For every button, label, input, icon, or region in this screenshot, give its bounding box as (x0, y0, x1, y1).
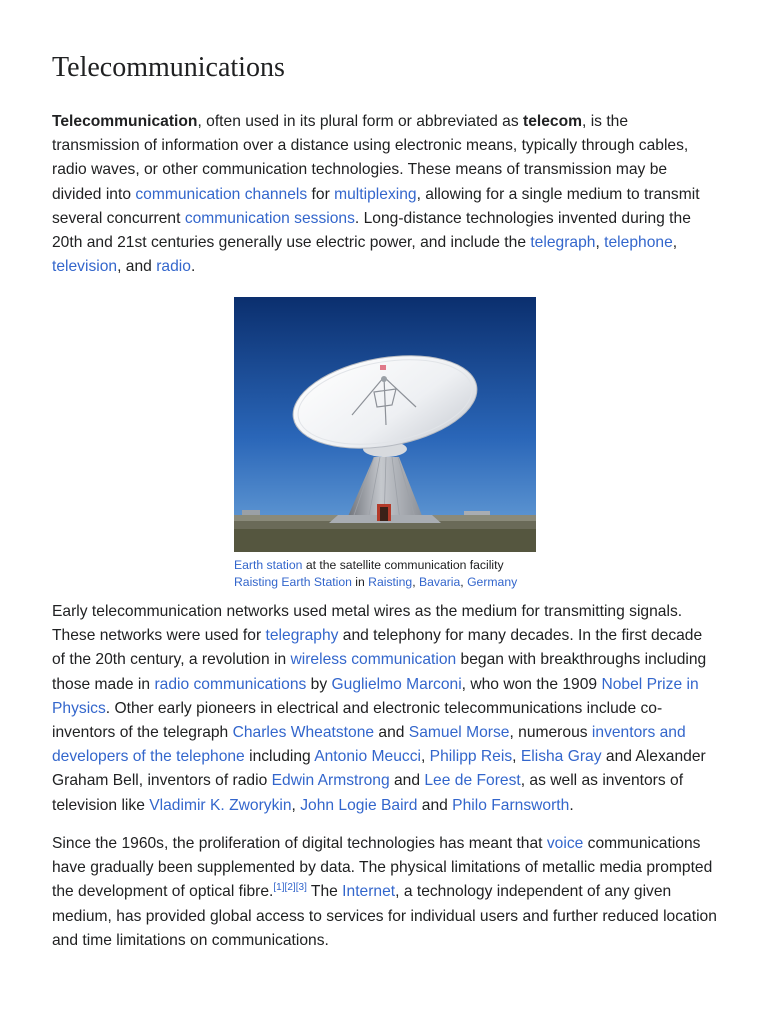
text: including (244, 748, 315, 766)
text: Since the 1960s, the proliferation of digital technologies has meant that (52, 835, 547, 852)
text: , as well as inventors of television like (52, 772, 684, 814)
intro-paragraph (52, 110, 718, 279)
earth-station-image[interactable] (234, 297, 536, 552)
text: , is the transmission of information over a distance using electronic means, typically through cables, radio waves, or other communication technologies. These means of transmission may be divided into (52, 113, 689, 203)
caption-text: in (351, 575, 369, 589)
text: Early telecommunication networks used metal wires as the medium for transmitting signals. These networks were used for (52, 603, 683, 645)
text: and (389, 772, 425, 790)
link-guglielmo-marconi[interactable]: Guglielmo Marconi (331, 675, 462, 693)
text: , often used in its plural form or abbreviated as (197, 113, 523, 130)
text: , (512, 748, 521, 766)
caption-link-germany[interactable]: Germany (467, 575, 518, 589)
text: . Long-distance technologies invented during the 20th and 21st centuries generally use electric power, and include the (52, 209, 691, 252)
text: , numerous (509, 724, 592, 742)
caption-link-raisting-earth-station[interactable]: Raisting Earth Station (234, 575, 352, 589)
caption-link-earth-station[interactable]: Earth station (234, 558, 303, 572)
link-telegraphy[interactable]: telegraphy (265, 627, 339, 645)
bold-term-telecom: telecom (523, 113, 583, 130)
link-wireless-communication[interactable]: wireless communication (290, 651, 457, 669)
page-title: Telecommunications (52, 52, 285, 83)
link-edwin-armstrong[interactable]: Edwin Armstrong (271, 772, 390, 790)
link-elisha-gray[interactable]: Elisha Gray (520, 748, 602, 766)
text: , (420, 748, 430, 766)
text: . (190, 258, 196, 276)
figure-earth-station (234, 297, 536, 591)
link-television[interactable]: television (52, 258, 118, 276)
caption-text: , (412, 575, 419, 589)
link-john-logie-baird[interactable]: John Logie Baird (300, 796, 418, 814)
text: and (417, 796, 453, 814)
text: by (306, 675, 332, 693)
caption-text: , (460, 575, 468, 589)
link-samuel-morse[interactable]: Samuel Morse (408, 724, 510, 742)
text: , a technology independent of any given medium, has provided global access to services for individual users and further reduced location and time limitations on communications. (52, 883, 717, 949)
link-lee-de-forest[interactable]: Lee de Forest (424, 772, 521, 790)
text: , who won the 1909 (461, 675, 602, 693)
link-radio[interactable]: radio (156, 258, 191, 276)
text: began with breakthroughs including those made in (52, 651, 707, 693)
reference-link-3[interactable]: [3] (295, 882, 307, 894)
reference-link-1[interactable]: [1] (273, 882, 285, 894)
link-charles-wheatstone[interactable]: Charles Wheatstone (232, 724, 375, 742)
link-antonio-meucci[interactable]: Antonio Meucci (314, 748, 421, 766)
reference-link-2[interactable]: [2] (284, 882, 296, 894)
digital-era-paragraph (52, 832, 718, 953)
link-communication-sessions[interactable]: communication sessions (184, 209, 355, 227)
reference-markers (273, 882, 306, 893)
text: communications have gradually been supplemented by data. The physical limitations of metallic media prompted the development of optical fibre. (52, 835, 713, 901)
caption-text: at the satellite communication facility (302, 558, 504, 572)
text: and telephony for many decades. In the first decade of the 20th century, a revolution in (52, 627, 703, 669)
caption-link-raisting[interactable]: Raisting (368, 575, 413, 589)
link-internet[interactable]: Internet (342, 883, 396, 901)
link-inventors-of-telephone[interactable]: inventors and developers of the telephone (52, 724, 686, 766)
text: , (595, 234, 605, 252)
link-radio-communications[interactable]: radio communications (154, 675, 307, 693)
text: The (306, 883, 343, 901)
text: , (672, 234, 678, 252)
text: , (291, 796, 301, 814)
bold-term-telecommunication: Telecommunication (52, 113, 198, 130)
link-multiplexing[interactable]: multiplexing (334, 185, 417, 203)
link-philipp-reis[interactable]: Philipp Reis (429, 748, 513, 766)
link-philo-farnsworth[interactable]: Philo Farnsworth (452, 796, 570, 814)
link-communication-channels[interactable]: communication channels (135, 185, 308, 203)
text: . (569, 796, 574, 814)
link-vladimir-zworykin[interactable]: Vladimir K. Zworykin (149, 796, 292, 814)
figure-caption (234, 552, 536, 591)
text: , and (117, 258, 157, 276)
text: and (374, 724, 409, 742)
text: and Alexander Graham Bell, inventors of radio (52, 748, 706, 790)
link-nobel-prize-physics[interactable]: Nobel Prize in Physics (52, 675, 699, 717)
text: . Other early pioneers in electrical and electronic telecommunications include co-inventors of the telegraph (52, 699, 663, 742)
link-telegraph[interactable]: telegraph (530, 234, 596, 252)
history-paragraph (52, 600, 718, 818)
caption-link-bavaria[interactable]: Bavaria (418, 575, 461, 589)
text: , allowing for a single medium to transmit several concurrent (52, 185, 700, 227)
link-telephone[interactable]: telephone (604, 234, 673, 252)
text: for (307, 185, 335, 203)
link-voice[interactable]: voice (546, 835, 584, 852)
